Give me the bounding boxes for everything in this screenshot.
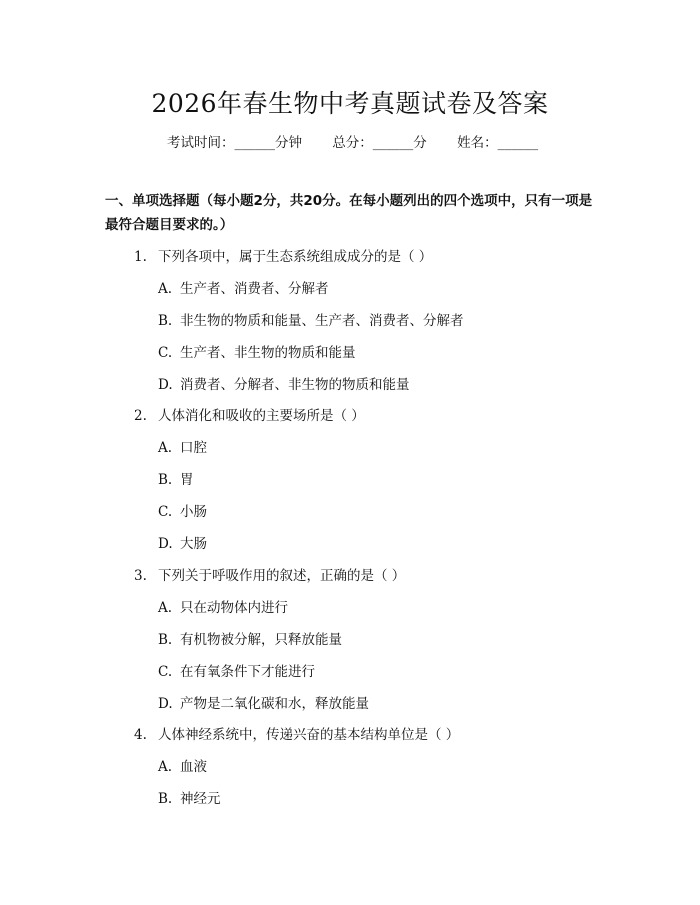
option-text: 胃 [180,472,194,488]
question-number: 3. [134,568,147,584]
option-letter: A. [158,759,173,775]
option-text: 小肠 [180,504,207,520]
question-2-option-c [158,500,207,520]
question-1-option-d [158,373,410,393]
total-score-field: 总分：______分 [332,135,427,151]
option-letter: C. [158,664,173,680]
question-3-option-a [158,596,288,616]
question-text: 下列各项中，属于生态系统组成成分的是（ ） [158,249,433,265]
option-text: 生产者、消费者、分解者 [180,281,329,297]
option-letter: B. [158,313,173,329]
question-3-option-b [158,628,342,648]
option-text: 生产者、非生物的物质和能量 [180,345,356,361]
question-3 [134,564,405,584]
option-text: 大肠 [180,536,207,552]
question-4 [134,723,459,743]
option-letter: C. [158,504,173,520]
option-text: 非生物的物质和能量、生产者、消费者、分解者 [180,313,464,329]
option-text: 产物是二氧化碳和水，释放能量 [180,696,369,712]
section-heading: 一、单项选择题（每小题2分，共20分。在每小题列出的四个选项中，只有一项是最符合题目要求的。） [105,193,593,233]
option-text: 消费者、分解者、非生物的物质和能量 [180,377,410,393]
option-letter: C. [158,345,173,361]
question-4-option-b [158,787,221,807]
question-3-option-d [158,692,369,712]
option-text: 口腔 [180,440,207,456]
option-letter: B. [158,472,173,488]
question-1-option-c [158,341,356,361]
question-text: 人体消化和吸收的主要场所是（ ） [158,408,365,424]
option-letter: B. [158,632,173,648]
option-text: 只在动物体内进行 [180,600,288,616]
option-letter: D. [158,696,173,712]
option-letter: A. [158,281,173,297]
question-1-option-b [158,309,464,329]
option-text: 血液 [180,759,207,775]
question-2-option-d [158,532,207,552]
exam-time-field: 考试时间：______分钟 [167,135,302,151]
question-text: 下列关于呼吸作用的叙述，正确的是（ ） [158,568,406,584]
option-letter: A. [158,440,173,456]
option-letter: D. [158,377,173,393]
exam-info-line [167,131,538,151]
question-number: 2. [134,408,147,424]
option-letter: B. [158,791,173,807]
option-text: 有机物被分解，只释放能量 [180,632,342,648]
option-letter: D. [158,536,173,552]
student-name-field: 姓名：______ [457,135,539,151]
question-2-option-a [158,436,207,456]
option-text: 神经元 [180,791,221,807]
option-text: 在有氧条件下才能进行 [180,664,315,680]
question-number: 1. [134,249,147,265]
question-text: 人体神经系统中，传递兴奋的基本结构单位是（ ） [158,727,460,743]
question-3-option-c [158,660,315,680]
question-1-option-a [158,277,329,297]
exam-title: 2026年春生物中考真题试卷及答案 [151,89,549,118]
question-2 [134,404,365,424]
question-1 [134,245,432,265]
question-number: 4. [134,727,147,743]
question-4-option-a [158,755,207,775]
option-letter: A. [158,600,173,616]
question-2-option-b [158,468,194,488]
